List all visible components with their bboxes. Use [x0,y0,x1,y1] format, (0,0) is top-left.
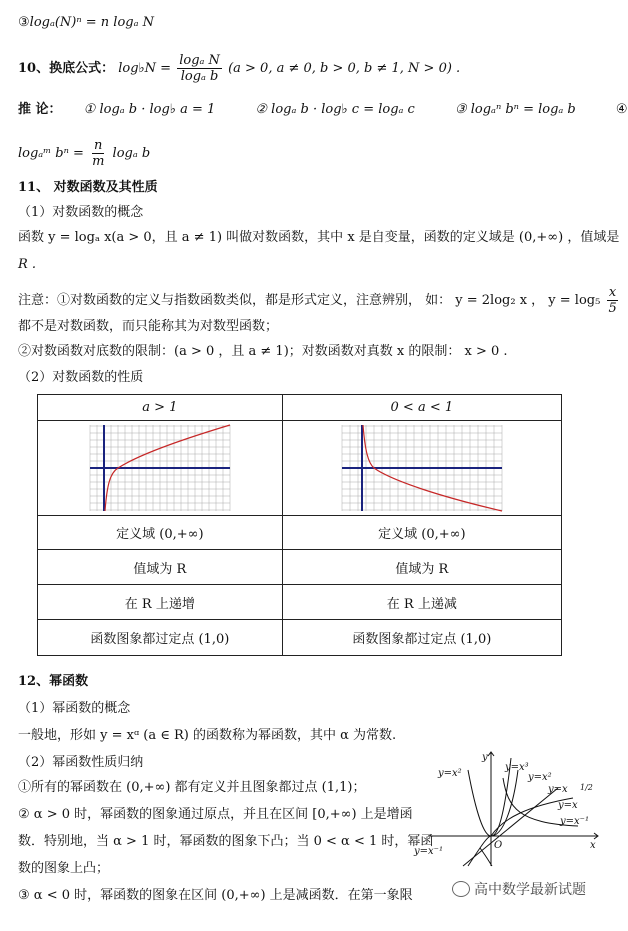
table-cell: 函数图象都过定点 (1,0) [38,620,283,656]
log-graph-increasing [90,425,230,511]
section-11-sub2: （2）对数函数的性质 [18,370,144,385]
label-y-x2b: y=x² [528,772,552,783]
watermark: 高中数学最新试题 [452,879,586,899]
property-1: ①所有的幂函数在 (0,+∞) 都有定义并且图象都过点 (1,1)； [18,780,366,795]
table-cell: 定义域 (0,+∞) [282,516,561,550]
section-11-title: 11、 对数函数及其性质 [18,180,158,195]
log-function-range: R . [18,257,37,272]
corollary-line: 推 论： ① logₐ b · log♭ a = 1 ② logₐ b · log♭ c = logₐ c ③ logₐⁿ bⁿ = logₐ b ④ [18,102,628,117]
power-function-graph [408,748,604,868]
section-12-sub2: （2）幂函数性质归纳 [18,755,144,770]
property-3: ③ α < 0 时，幂函数的图象在区间 (0,+∞) 上是减函数．在第一象限 [18,888,413,903]
note-3: ②对数函数对底数的限制：(a > 0 ，且 a ≠ 1)；对数函数对真数 x 的限制： x > 0 . [18,344,508,359]
table-cell: 在 R 上递增 [38,585,283,620]
change-of-base-formula: 10、换底公式： log♭N = $\frac{\text{logₐ N}}{\text{logₐ b}}$ (a > 0, a ≠ 0, b > 0, b ≠ 1, N > 0) . [18,53,461,84]
section-11-sub1: （1）对数函数的概念 [18,205,144,220]
table-cell: 定义域 (0,+∞) [38,516,283,550]
note-1: 注意：①对数函数的定义与指数函数类似，都是形式定义，注意辨别， 如： y = 2log₂ x ， y = log₅ $\frac{x}{5}$ [18,285,617,316]
log-function-definition: 函数 y = logₐ x(a > 0，且 a ≠ 1) 叫做对数函数，其中 x 是自变量，函数的定义域是 (0,+∞) ，值域是 [18,230,620,245]
label-y-x2: y=x² [438,768,462,779]
table-cell: 值域为 R [282,550,561,585]
label-axis-y: y [482,752,488,763]
section-12-title: 12、幂函数 [18,674,89,689]
table-header: 0 < a < 1 [282,395,561,421]
property-2b: 数．特别地，当 α > 1 时，幂函数的图象下凸；当 0 < α < 1 时，幂函 [18,834,434,849]
graph-a-lt-1 [282,421,561,516]
wechat-icon [452,881,470,897]
property-2c: 数的图象上凸； [18,861,110,876]
log-graph-decreasing [342,425,502,511]
label-half: 1/2 [580,783,593,792]
label-axis-x: x [590,840,596,851]
note-2: 都不是对数函数，而只能称其为对数型函数； [18,319,279,334]
graph-a-gt-1 [38,421,283,516]
section-12-sub1: （1）幂函数的概念 [18,701,131,716]
corollary-item-4: logₐᵐ bⁿ = $\frac{n}{m}$ logₐ b [18,138,151,169]
table-cell: 在 R 上递减 [282,585,561,620]
label-y-inv: y=x⁻¹ [560,816,589,827]
table-header: a > 1 [38,395,283,421]
label-y-x-b: y=x [558,800,578,811]
property-2a: ② α > 0 时，幂函数的图象通过原点，并且在区间 [0,+∞) 上是增函 [18,807,413,822]
log-power-rule: ③logₐ(N)ⁿ = n logₐ N [18,15,154,30]
label-y-x: y=x [548,784,568,795]
power-function-definition: 一般地，形如 y = xᵅ (a ∈ R) 的函数称为幂函数，其中 α 为常数. [18,728,397,743]
label-y-inv-b: y=x⁻¹ [414,846,443,857]
label-y-x3: y=x³ [505,762,529,773]
label-origin: O [494,840,503,851]
table-cell: 值域为 R [38,550,283,585]
table-cell: 函数图象都过定点 (1,0) [282,620,561,656]
log-properties-table [37,394,562,656]
